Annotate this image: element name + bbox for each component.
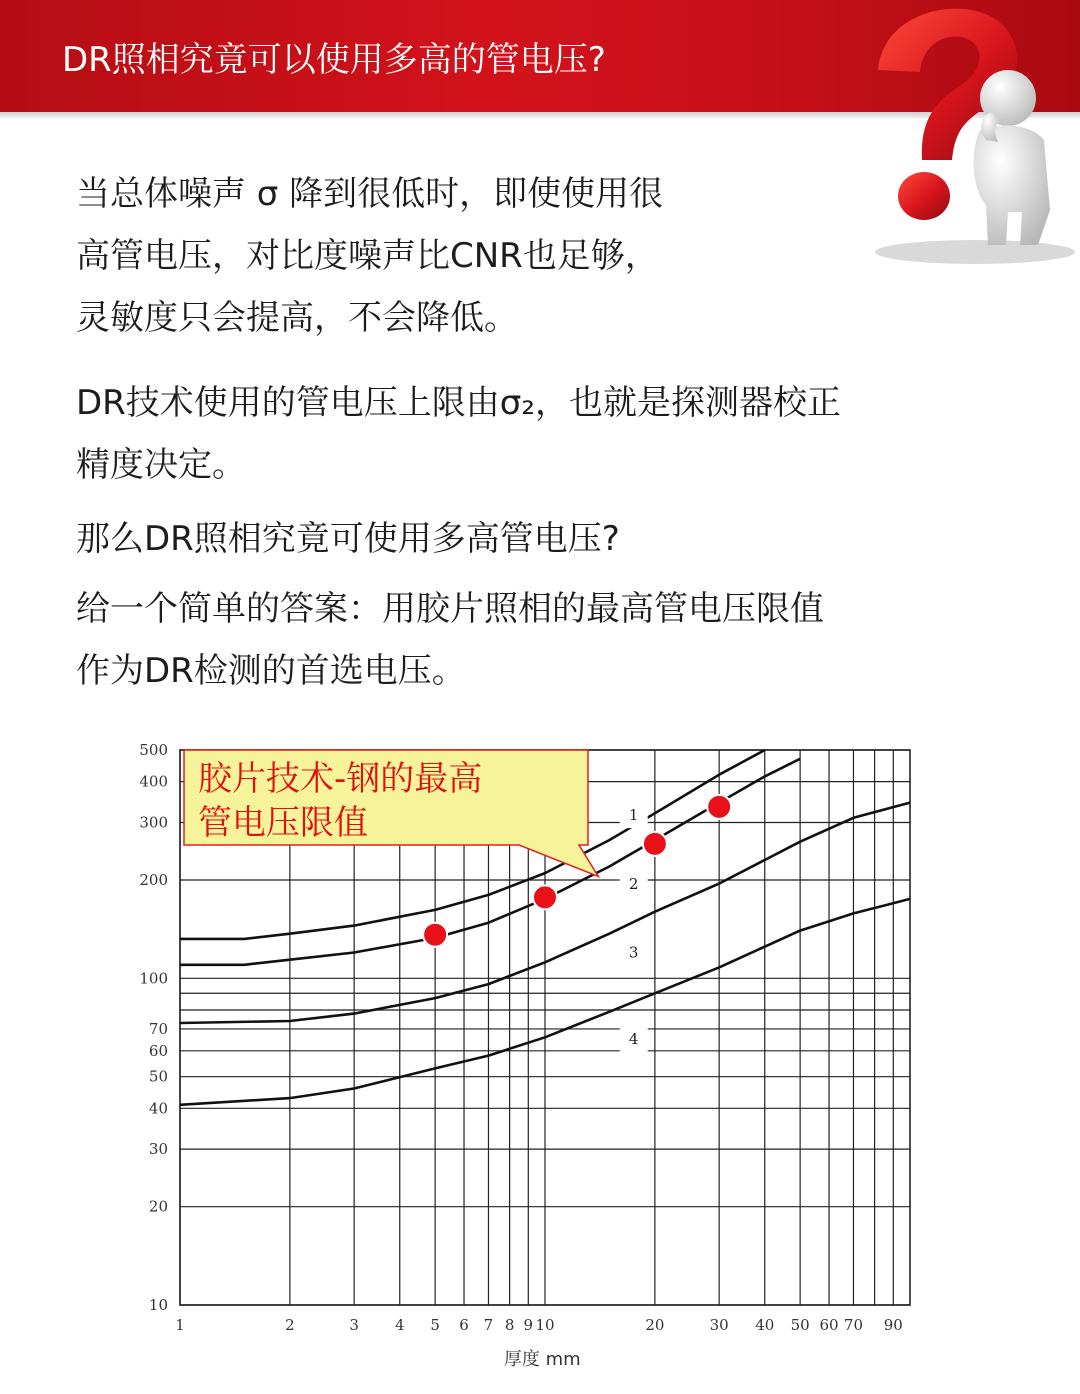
x-tick-label: 40 <box>755 1316 775 1334</box>
page-title: DR照相究竟可以使用多高的管电压? <box>62 40 606 80</box>
paragraph-voltage-limit <box>76 372 841 496</box>
highlight-point <box>423 923 447 947</box>
question-mark-figure-icon <box>860 0 1075 270</box>
x-tick-label: 7 <box>483 1316 494 1334</box>
y-tick-label: 200 <box>139 870 168 889</box>
callout-text-line: 胶片技术-钢的最高 <box>198 759 483 799</box>
y-tick-label: 20 <box>148 1197 168 1216</box>
x-axis-label: 厚度 mm <box>503 1349 581 1370</box>
x-tick-label: 3 <box>349 1316 359 1334</box>
paragraph-line: DR技术使用的管电压上限由σ₂，也就是探测器校正 <box>76 383 841 423</box>
paragraph-noise <box>76 163 663 349</box>
paragraph-line: 灵敏度只会提高，不会降低。 <box>76 298 518 338</box>
y-tick-label: 400 <box>139 772 168 791</box>
callout-text-line: 管电压限值 <box>198 803 368 843</box>
x-tick-label: 8 <box>504 1316 515 1334</box>
x-tick-label: 70 <box>843 1316 864 1334</box>
curve-label: 1 <box>628 806 639 825</box>
y-tick-label: 500 <box>139 741 168 759</box>
highlight-point <box>643 832 667 856</box>
x-tick-label: 4 <box>394 1316 405 1334</box>
x-tick-label: 20 <box>645 1316 665 1334</box>
paragraph-line: 高管电压，对比度噪声比CNR也足够， <box>76 236 659 276</box>
y-tick-label: 100 <box>139 969 168 988</box>
highlight-point <box>533 885 557 909</box>
paragraph-line: 精度决定。 <box>76 445 246 485</box>
curve-label: 4 <box>628 1029 639 1048</box>
y-tick-label: 10 <box>148 1296 168 1314</box>
x-tick-label: 10 <box>535 1316 555 1334</box>
y-tick-label: 60 <box>148 1041 168 1060</box>
paragraph-line: 给一个简单的答案：用胶片照相的最高管电压限值 <box>76 589 824 629</box>
x-tick-label: 1 <box>175 1316 185 1334</box>
paragraph-line: 那么DR照相究竟可使用多高管电压? <box>76 519 620 559</box>
x-tick-label: 2 <box>285 1316 295 1334</box>
x-tick-label: 90 <box>883 1316 903 1334</box>
x-tick-label: 9 <box>523 1316 534 1334</box>
y-tick-label: 50 <box>148 1067 168 1086</box>
y-tick-label: 300 <box>139 813 168 832</box>
paragraph-question <box>76 508 620 570</box>
highlight-point <box>707 795 731 819</box>
paragraph-line: 当总体噪声 σ 降到很低时，即使使用很 <box>76 174 664 214</box>
curve-label: 3 <box>628 943 639 962</box>
film-voltage-chart <box>0 730 1080 1394</box>
x-tick-label: 30 <box>709 1316 729 1334</box>
curve-label: 2 <box>628 874 639 893</box>
paragraph-answer <box>76 578 824 702</box>
y-tick-label: 30 <box>148 1140 168 1159</box>
x-tick-label: 6 <box>459 1316 469 1334</box>
y-tick-label: 40 <box>148 1099 168 1118</box>
y-tick-label: 70 <box>148 1019 168 1038</box>
x-tick-label: 5 <box>430 1316 440 1334</box>
paragraph-line: 作为DR检测的首选电压。 <box>76 651 466 691</box>
x-tick-label: 50 <box>790 1316 810 1334</box>
x-tick-label: 60 <box>819 1316 839 1334</box>
